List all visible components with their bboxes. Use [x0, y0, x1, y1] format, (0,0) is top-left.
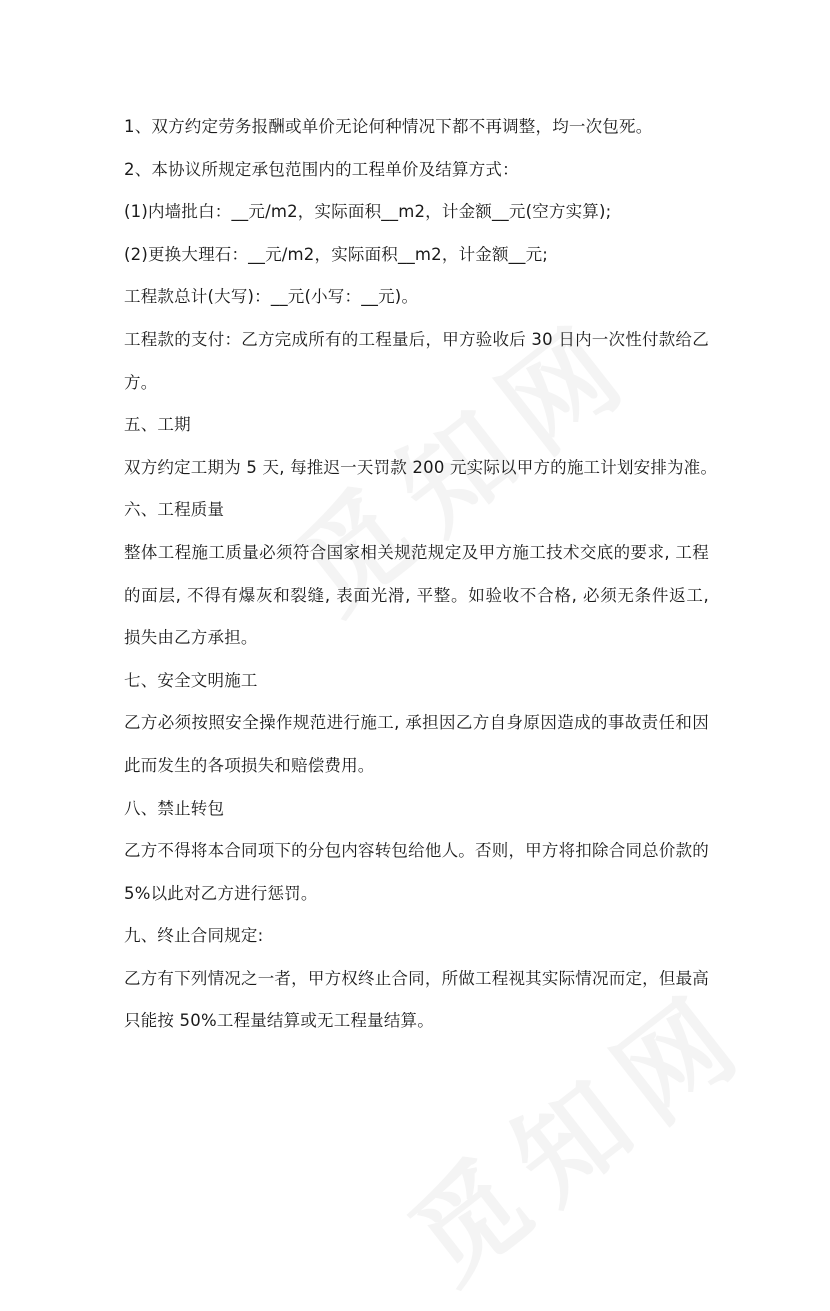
subcontract-text-line-1: 乙方不得将本合同项下的分包内容转包给他人。否则，甲方将扣除合同总价款的 — [124, 841, 709, 861]
termination-text-line-1: 乙方有下列情况之一者，甲方权终止合同，所做工程视其实际情况而定，但最高 — [124, 968, 709, 988]
item-marble: (2)更换大理石：__元/m2，实际面积__m2，计金额__元; — [124, 244, 549, 264]
clause-2-line: 2、本协议所规定承包范围内的工程单价及结算方式： — [124, 159, 519, 179]
quality-text-line-2: 的面层, 不得有爆灰和裂缝, 表面光滑, 平整。如验收不合格, 必须无条件返工, — [124, 585, 709, 605]
quality-text-line-3: 损失由乙方承担。 — [124, 628, 258, 648]
item-wall-plaster: (1)内墙批白：__元/m2，实际面积__m2，计金额__元(空方实算); — [124, 202, 612, 222]
payment-terms-line-2: 方。 — [124, 372, 158, 392]
schedule-text: 双方约定工期为 5 天, 每推迟一天罚款 200 元实际以甲方的施工计划安排为准。 — [124, 457, 718, 477]
clause-1-line: 1、双方约定劳务报酬或单价无论何种情况下都不再调整，均一次包死。 — [124, 117, 653, 136]
document-body — [124, 106, 724, 1043]
payment-terms-line-1: 工程款的支付：乙方完成所有的工程量后，甲方验收后 30 日内一次性付款给乙 — [124, 329, 709, 349]
section-heading-termination: 九、终止合同规定: — [124, 926, 264, 946]
termination-text-line-2: 只能按 50%工程量结算或无工程量结算。 — [124, 1011, 434, 1031]
safety-text-line-2: 此而发生的各项损失和赔偿费用。 — [124, 755, 375, 775]
safety-text-line-1: 乙方必须按照安全操作规范进行施工, 承担因乙方自身原因造成的事故责任和因 — [124, 713, 709, 733]
subcontract-text-line-2: 5%以此对乙方进行惩罚。 — [124, 883, 318, 903]
section-heading-safety: 七、安全文明施工 — [124, 670, 258, 690]
section-heading-subcontract: 八、禁止转包 — [124, 798, 225, 818]
total-amount: 工程款总计(大写)：__元(小写：__元)。 — [124, 287, 419, 307]
quality-text-line-1: 整体工程施工质量必须符合国家相关规范规定及甲方施工技术交底的要求, 工程 — [124, 542, 709, 562]
section-heading-quality: 六、工程质量 — [124, 500, 225, 520]
section-heading-schedule: 五、工期 — [124, 415, 191, 435]
